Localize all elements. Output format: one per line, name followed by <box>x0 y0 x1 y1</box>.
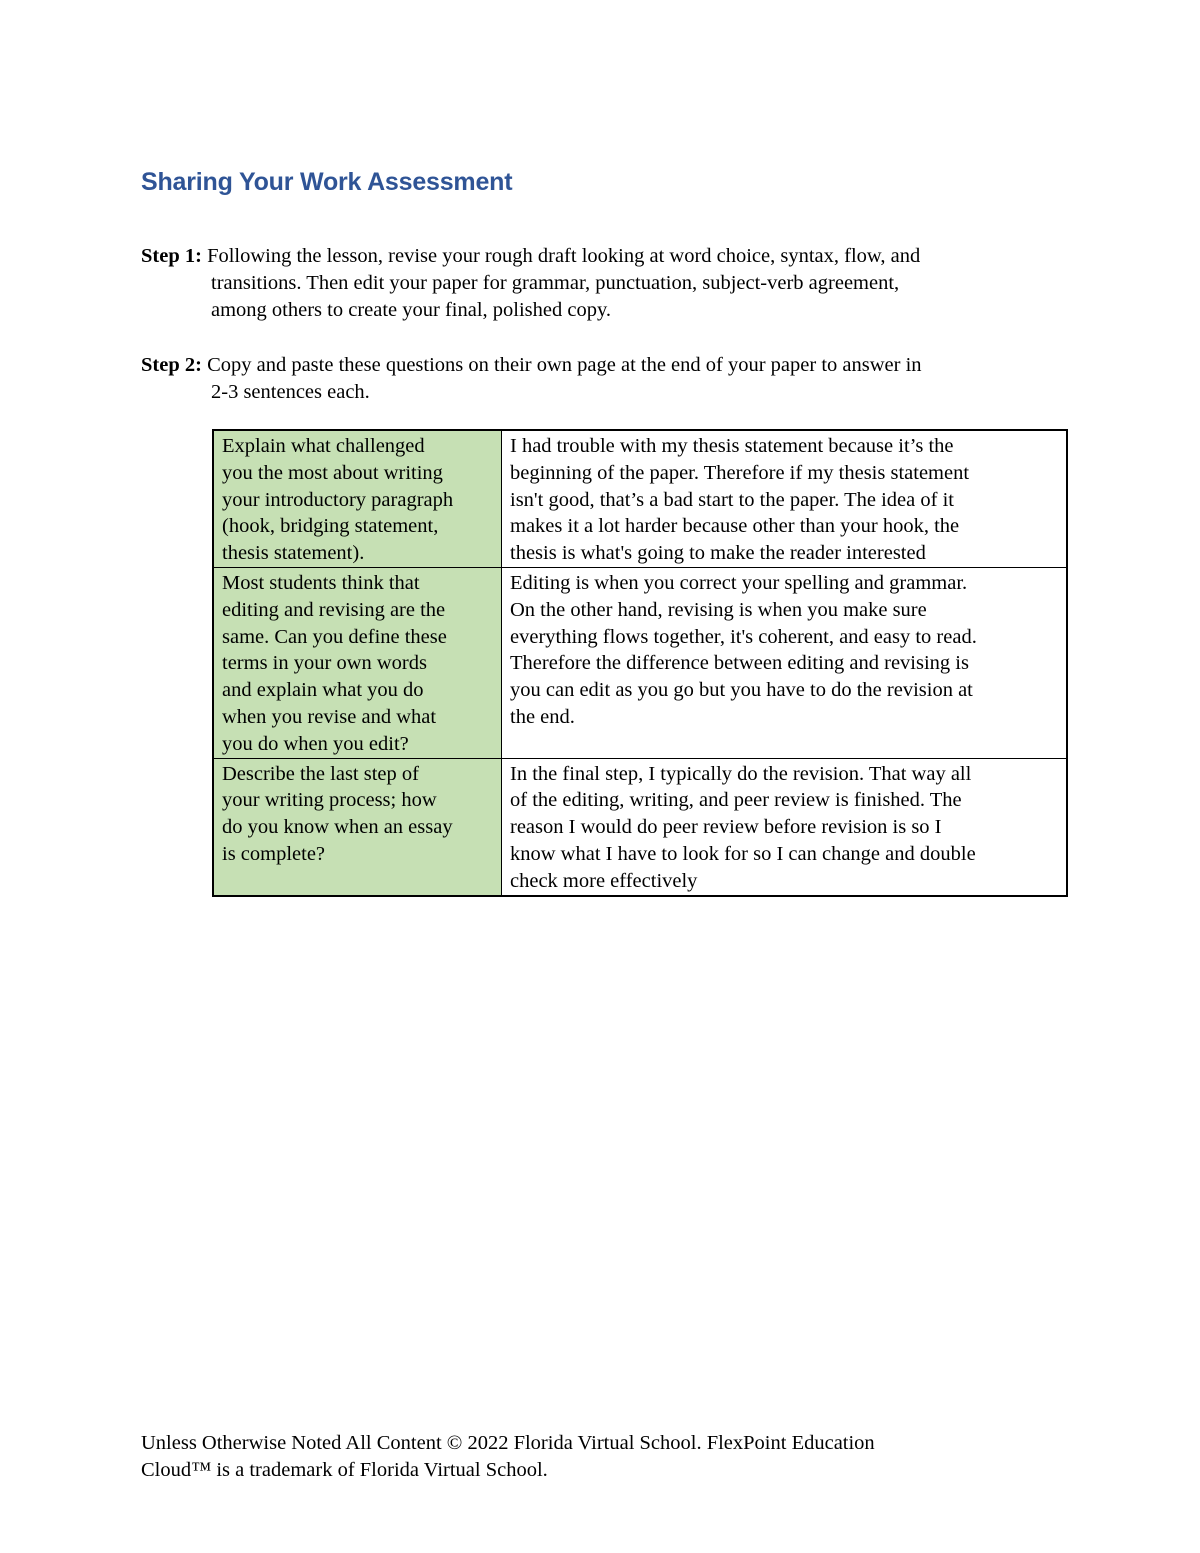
answer-line: beginning of the paper. Therefore if my thesis statement <box>510 461 970 484</box>
step-1 <box>141 243 1101 324</box>
footer-line-1: Unless Otherwise Noted All Content © 2022 Florida Virtual School. FlexPoint Education <box>141 1432 875 1454</box>
questions-table <box>212 429 1068 897</box>
question-line: thesis statement). <box>222 542 365 565</box>
answer-line: Editing is when you correct your spelling and grammar. <box>510 571 968 594</box>
answer-line: check more effectively <box>510 869 698 892</box>
question-line: your writing process; how <box>222 789 437 812</box>
step-1-text-line-3: among others to create your final, polished copy. <box>211 299 612 321</box>
answer-line: thesis is what's going to make the reader interested <box>510 542 926 565</box>
question-line: do you know when an essay <box>222 816 453 839</box>
answer-line: the end. <box>510 705 575 728</box>
footer-line-2: Cloud™ is a trademark of Florida Virtual School. <box>141 1459 548 1481</box>
answer-line: In the final step, I typically do the revision. That way all <box>510 762 972 785</box>
answer-line: reason I would do peer review before revision is so I <box>510 816 942 839</box>
question-line: when you revise and what <box>222 705 437 728</box>
question-line: and explain what you do <box>222 679 424 702</box>
step-2-label: Step 2: <box>141 354 202 376</box>
answer-line: I had trouble with my thesis statement because it’s the <box>510 435 954 457</box>
question-line: Most students think that <box>222 571 420 594</box>
question-line: editing and revising are the <box>222 598 446 621</box>
question-line: same. Can you define these <box>222 625 447 648</box>
copyright-footer <box>141 1430 875 1484</box>
answer-line: know what I have to look for so I can change and double <box>510 842 976 865</box>
step-1-label: Step 1: <box>141 245 202 267</box>
answer-line: isn't good, that’s a bad start to the paper. The idea of it <box>510 488 954 511</box>
questions-table-body <box>213 430 1067 896</box>
answer-line: On the other hand, revising is when you make sure <box>510 598 927 621</box>
step-2-first-line <box>141 352 1101 379</box>
answer-line: makes it a lot harder because other than your hook, the <box>510 515 960 538</box>
step-1-text-line-2: transitions. Then edit your paper for grammar, punctuation, subject-verb agreement, <box>211 272 900 294</box>
question-line: Describe the last step of <box>222 762 419 785</box>
step-2-text-line-1: Copy and paste these questions on their own page at the end of your paper to answer in <box>201 354 922 376</box>
question-line: your introductory paragraph <box>222 488 454 511</box>
answer-line: of the editing, writing, and peer review is finished. The <box>510 789 962 812</box>
step-1-text-line-1: Following the lesson, revise your rough draft looking at word choice, syntax, flow, and <box>201 245 921 267</box>
page-title: Sharing Your Work Assessment <box>141 168 513 196</box>
question-line: you the most about writing <box>222 461 443 484</box>
question-line: is complete? <box>222 842 326 865</box>
question-cell <box>213 758 502 895</box>
table-row <box>213 430 1067 567</box>
step-2 <box>141 352 1101 406</box>
answer-line: you can edit as you go but you have to do the revision at <box>510 679 973 702</box>
table-row <box>213 567 1067 758</box>
answer-line: everything flows together, it's coherent, and easy to read. <box>510 625 977 648</box>
question-cell <box>213 567 502 758</box>
answer-cell <box>502 430 1068 567</box>
table-row <box>213 758 1067 895</box>
question-cell <box>213 430 502 567</box>
question-line: (hook, bridging statement, <box>222 515 439 538</box>
question-line: Explain what challenged <box>222 435 425 457</box>
step-1-first-line <box>141 243 1101 270</box>
step-2-text-line-2: 2-3 sentences each. <box>211 381 370 403</box>
question-line: terms in your own words <box>222 652 427 675</box>
question-line: you do when you edit? <box>222 732 409 755</box>
answer-line: Therefore the difference between editing and revising is <box>510 652 969 675</box>
answer-cell <box>502 567 1068 758</box>
answer-cell <box>502 758 1068 895</box>
